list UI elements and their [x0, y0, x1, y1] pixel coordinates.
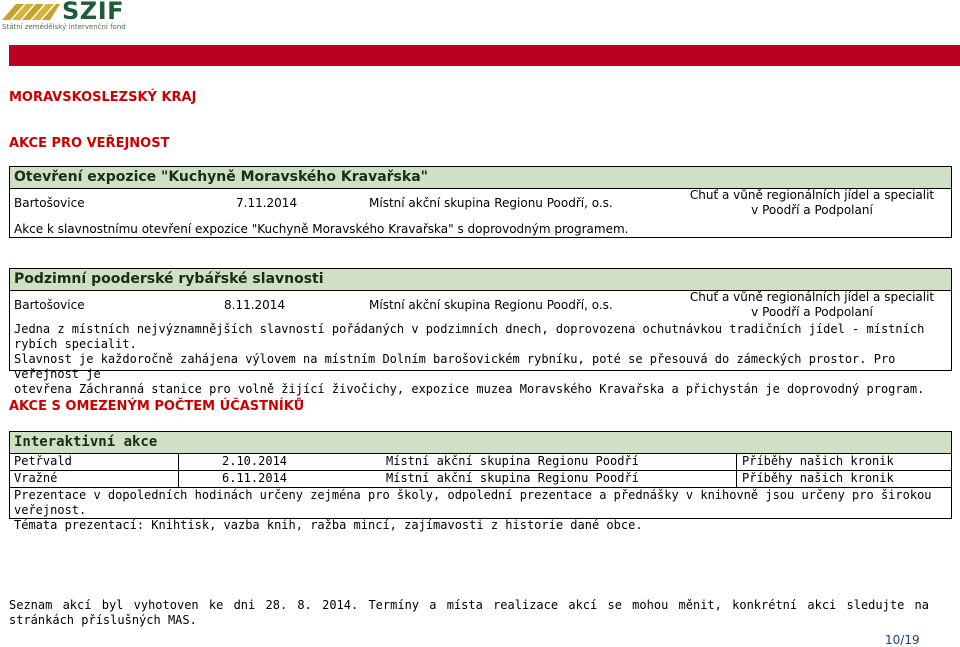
row-organizer: Místní akční skupina Regionu Poodří	[386, 471, 639, 485]
event-project: Chuť a vůně regionálních jídel a specialit v Poodří a Podpolaní	[689, 290, 935, 319]
footer-note: Seznam akcí byl vyhotoven ke dni 28. 8. 2014. Termíny a místa realizace akcí se mohou měnit, konkrétní akci sledujte na stránkách příslušných MAS.	[9, 598, 929, 627]
event-organizer: Místní akční skupina Regionu Poodří, o.s.	[369, 298, 613, 312]
row-place: Vražné	[14, 471, 58, 485]
section-heading-limited: AKCE S OMEZENÝM POČTEM ÚČASTNÍKŮ	[9, 399, 305, 414]
header-bar	[9, 45, 960, 66]
row-date: 2.10.2014	[222, 454, 288, 468]
event-title: Podzimní pooderské rybářské slavnosti	[10, 269, 951, 291]
event-description: Jedna z místních nejvýznamnějších slavností pořádaných v podzimních dnech, doprovozena ochutnávkou tradičních jídel - místních rybích specialit. Slavnost je každoročně zahájena výlovem na místním Dolním barošovickém rybníku, poté se přesouvá do zámeckých prostor. Pro veřejnost je otevřena Záchranná stanice pro volně žijící živočichy, expozice muzea Moravského Kravařska a přichystán je doprovodný program.	[14, 322, 925, 396]
event-card-2	[9, 268, 952, 396]
row-project: Příběhy našich kronik	[742, 471, 894, 485]
event-title: Interaktivní akce	[10, 432, 951, 454]
event-title: Otevření expozice "Kuchyně Moravského Kravařska"	[10, 167, 951, 189]
event-date: 8.11.2014	[224, 298, 286, 312]
event-card-1	[9, 166, 952, 238]
row-place: Petřvald	[14, 454, 72, 468]
szif-logo	[0, 0, 130, 36]
event-card-3	[9, 431, 952, 532]
row-organizer: Místní akční skupina Regionu Poodří	[386, 454, 639, 468]
event-description: Prezentace v dopoledních hodinách určeny zejména pro školy, odpolední prezentace a přednášky v knihovně jsou určeny pro širokou veřejnost. Témata prezentací: Knihtisk, vazba knih, ražba mincí, zajímavosti z historie dané obce.	[14, 488, 932, 532]
event-project: Chuť a vůně regionálních jídel a specialit v Poodří a Podpolaní	[689, 188, 935, 217]
section-heading-public: AKCE PRO VEŘEJNOST	[9, 136, 170, 151]
logo-subtitle: Státní zemědělský intervenční fond	[2, 23, 126, 31]
page-number: 10/19	[885, 633, 920, 647]
region-heading: MORAVSKOSLEZSKÝ KRAJ	[9, 90, 197, 105]
col-divider	[736, 453, 737, 487]
szif-logo-icon	[2, 0, 62, 24]
event-description: Akce k slavnostnímu otevření expozice "Kuchyně Moravského Kravařska" s doprovodným programem.	[14, 222, 629, 236]
event-place: Bartošovice	[14, 298, 85, 312]
row-project: Příběhy našich kronik	[742, 454, 894, 468]
event-place: Bartošovice	[14, 196, 85, 210]
event-date: 7.11.2014	[236, 196, 298, 210]
event-organizer: Místní akční skupina Regionu Poodří, o.s.	[369, 196, 613, 210]
col-divider	[178, 453, 179, 487]
row-date: 6.11.2014	[222, 471, 288, 485]
logo-wordmark: SZIF	[62, 0, 125, 25]
